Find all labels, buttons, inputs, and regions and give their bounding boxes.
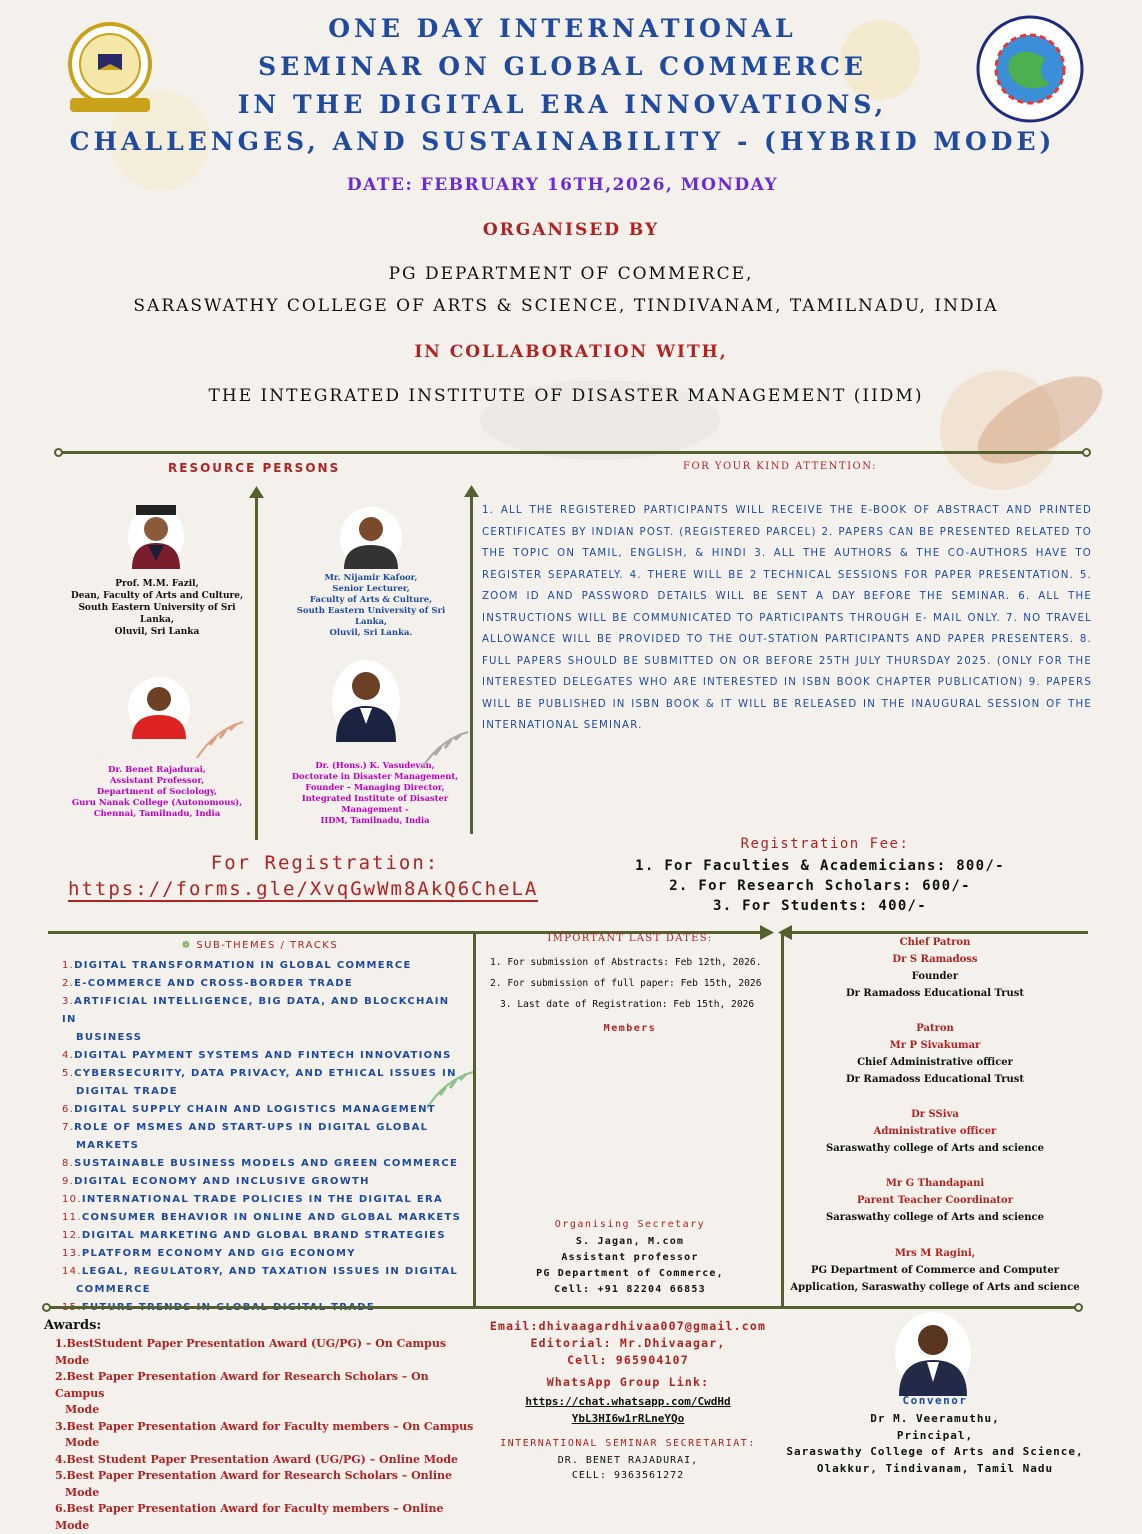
leaf-icon — [420, 730, 470, 770]
list-item: 4.DIGITAL PAYMENT SYSTEMS AND FINTECH INNOVATIONS — [62, 1050, 452, 1061]
department-name: PG DEPARTMENT OF COMMERCE, — [388, 264, 754, 284]
person-info: Dr. Benet Rajadurai, Assistant Professor, Department of Sociology, Guru Nanak College (Autonomous), Chennai, Tamilnadu, India — [71, 765, 243, 819]
registration-link[interactable]: https://forms.gle/XvqGwWm8AkQ6CheLA — [68, 878, 539, 900]
section-divider — [48, 1306, 1078, 1309]
members-label: Members — [603, 1023, 657, 1034]
list-item: 8.SUSTAINABLE BUSINESS MODELS AND GREEN COMMERCE — [62, 1158, 459, 1169]
list-item: 1.BestStudent Paper Presentation Award (UG/PG) – On Campus Mode — [55, 1337, 447, 1367]
seminar-date: DATE: FEBRUARY 16TH,2026, MONDAY — [346, 175, 779, 195]
list-item: 3.ARTIFICIAL INTELLIGENCE, BIG DATA, AND BLOCKCHAIN IN BUSINESS — [62, 996, 450, 1043]
institute-name: THE INTEGRATED INSTITUTE OF DISASTER MANAGEMENT (IIDM) — [208, 386, 924, 406]
whatsapp-link[interactable]: https://chat.whatsapp.com/CwdHd YbL3HI6w1rRLneYQo — [525, 1395, 731, 1425]
convenor-photo — [895, 1312, 971, 1396]
list-item: 1.DIGITAL TRANSFORMATION IN GLOBAL COMMERCE — [62, 960, 412, 971]
fee-heading: Registration Fee: — [740, 836, 910, 852]
attention-text: 1. ALL THE REGISTERED PARTICIPANTS WILL RECEIVE THE E-BOOK OF ABSTRACT AND PRINTED CERTIFICATES BY INDIAN POST. (REGISTERED PARCEL) 2. PAPERS CAN BE PRESENTED RELATED TO THE TOPIC ON TAMIL, ENGLISH, & HINDI 3. ALL THE AUTHORS & THE CO-AUTHORS HAVE TO REGISTER SEPARATELY. 4. THERE WILL BE 2 TECHNICAL SESSIONS FOR PAPER PRESENTATION. 5. ZOOM ID AND PASSWORD DETAILS WILL BE SENT A DAY BEFORE THE SEMINAR. 6. ALL THE INSTRUCTIONS WILL BE COMMUNICATED TO PARTICIPANTS THROUGH E- MAIL ONLY. 7. NO TRAVEL ALLOWANCE WILL BE PROVIDED TO THE OUT-STATION PARTICIPANTS AND PAPER PRESENTERS. 8. FULL PAPERS SHOULD BE SUBMITTED ON OR BEFORE 25TH JULY THURSDAY 2025. (ONLY FOR THE INTERESTED DELEGATES WHO ARE INTERESTED IN ISBN BOOK CHAPTER PUBLICATION) 9. PAPERS WILL BE PUBLISHED IN ISBN BOOK & IT WILL BE RELEASED IN THE INAUGURAL SESSION OF THE INTERNATIONAL SEMINAR. — [482, 505, 1092, 731]
awards-list — [55, 1336, 475, 1534]
patron-block: Patron Mr P Sivakumar Chief Administrative officer Dr Ramadoss Educational Trust — [846, 1023, 1024, 1085]
contact-block: Email:dhivaagardhivaa007@gmail.com Editorial: Mr.Dhivaagar, Cell: 965904107 — [478, 1318, 778, 1369]
person-info: Prof. M.M. Fazil, Dean, Faculty of Arts and Culture, South Eastern University of Sri Lanka, Oluvil, Sri Lanka — [70, 579, 244, 637]
divider-dot — [54, 448, 63, 457]
title-line-1: ONE DAY INTERNATIONAL — [328, 14, 797, 43]
themes-list — [62, 957, 462, 1317]
list-item: 10.INTERNATIONAL TRADE POLICIES IN THE DIGITAL ERA — [62, 1194, 443, 1205]
secretariat-heading: INTERNATIONAL SEMINAR SECRETARIAT: — [500, 1438, 756, 1449]
dates-list: 1. For submission of Abstracts: Feb 12th, 2026. 2. For submission of full paper: Feb 15th, 2026 3. Last date of Registration: Feb 15th, 2026 — [490, 957, 762, 1010]
collaboration-label: IN COLLABORATION WITH, — [414, 342, 728, 362]
section-divider — [60, 451, 1085, 454]
clover-icon: ❁ — [181, 940, 197, 951]
attention-divider — [470, 494, 473, 834]
person-photo — [128, 677, 190, 739]
patron-block: Mrs M Ragini, PG Department of Commerce and Computer Application, Saraswathy college of Arts and science — [790, 1248, 1080, 1293]
list-item: 5.Best Paper Presentation Award for Research Scholars – Online Mode — [55, 1469, 453, 1499]
attention-heading: FOR YOUR KIND ATTENTION: — [683, 461, 877, 472]
list-item: 6.Best Paper Presentation Award for Faculty members – Online Mode — [55, 1502, 444, 1532]
arrow-up-icon — [464, 485, 479, 497]
divider-dot — [1082, 448, 1091, 457]
list-item: 12.DIGITAL MARKETING AND GLOBAL BRAND STRATEGIES — [62, 1230, 446, 1241]
organised-by: ORGANISED BY — [482, 220, 660, 240]
title-line-3: IN THE DIGITAL ERA INNOVATIONS, — [237, 90, 888, 119]
themes-heading: ❁ SUB-THEMES / TRACKS — [181, 940, 339, 951]
convenor-heading: Convenor — [902, 1394, 968, 1407]
secretariat-info: DR. BENET RAJADURAI, CELL: 9363561272 — [557, 1455, 699, 1481]
person-photo — [128, 505, 184, 569]
resource-persons-heading: RESOURCE PERSONS — [168, 461, 341, 475]
list-item: 14.LEGAL, REGULATORY, AND TAXATION ISSUES IN DIGITAL COMMERCE — [62, 1266, 459, 1295]
secretary-heading: Organising Secretary — [554, 1219, 706, 1230]
list-item: 9.DIGITAL ECONOMY AND INCLUSIVE GROWTH — [62, 1176, 370, 1187]
resource-divider — [255, 495, 258, 840]
email-link[interactable]: Email:dhivaagardhivaa007@gmail.com — [489, 1319, 767, 1333]
list-item: 13.PLATFORM ECONOMY AND GIG ECONOMY — [62, 1248, 356, 1259]
list-item: 2.E-COMMERCE AND CROSS-BORDER TRADE — [62, 978, 354, 989]
list-item: 4.Best Student Paper Presentation Award (UG/PG) – Online Mode — [55, 1452, 459, 1466]
list-item: 2.Best Paper Presentation Award for Research Scholars – On Campus Mode — [55, 1370, 429, 1416]
fee-list: 1. For Faculties & Academicians: 800/- 2. For Research Scholars: 600/- 3. For Students: 400/- — [635, 858, 1005, 914]
list-item: 7.ROLE OF MSMES AND START-UPS IN DIGITAL GLOBAL MARKETS — [62, 1122, 429, 1151]
divider-dot — [1074, 1303, 1083, 1312]
awards-heading: Awards: — [44, 1318, 102, 1333]
list-item: 5.CYBERSECURITY, DATA PRIVACY, AND ETHICAL ISSUES IN DIGITAL TRADE — [62, 1068, 457, 1097]
patron-block: Chief Patron Dr S Ramadoss Founder Dr Ramadoss Educational Trust — [846, 937, 1024, 999]
list-item: 11.CONSUMER BEHAVIOR IN ONLINE AND GLOBAL MARKETS — [62, 1212, 462, 1223]
convenor-info: Dr M. Veeramuthu, Principal, Saraswathy College of Arts and Science, Olakkur, Tindivanam, Tamil Nadu — [786, 1412, 1084, 1475]
whatsapp-heading: WhatsApp Group Link: — [546, 1375, 710, 1389]
patron-block: Dr SSiva Administrative officer Saraswathy college of Arts and science — [826, 1109, 1044, 1154]
title-line-4: CHALLENGES, AND SUSTAINABILITY - (HYBRID MODE) — [69, 127, 1056, 156]
list-item: 6.DIGITAL SUPPLY CHAIN AND LOGISTICS MANAGEMENT — [62, 1104, 436, 1115]
arrow-up-icon — [249, 486, 264, 498]
column-divider — [473, 934, 476, 1306]
person-photo — [340, 507, 402, 569]
college-name: SARASWATHY COLLEGE OF ARTS & SCIENCE, TINDIVANAM, TAMILNADU, INDIA — [133, 296, 999, 316]
secretary-info: S. Jagan, M.com Assistant professor PG Department of Commerce, Cell: +91 82204 66853 — [536, 1236, 724, 1295]
column-divider — [781, 934, 784, 1306]
registration-heading: For Registration: — [210, 852, 440, 874]
list-item: 3.Best Paper Presentation Award for Faculty members – On Campus Mode — [55, 1419, 474, 1449]
divider-dot — [42, 1303, 51, 1312]
person-photo — [332, 660, 400, 742]
person-info: Mr. Nijamir Kafoor, Senior Lecturer, Faculty of Arts & Culture, South Eastern University of Sri Lanka, Oluvil, Sri Lanka. — [296, 573, 446, 638]
patron-block: Mr G Thandapani Parent Teacher Coordinator Saraswathy college of Arts and science — [826, 1178, 1044, 1223]
leaf-icon — [195, 720, 245, 760]
title-line-2: SEMINAR ON GLOBAL COMMERCE — [258, 52, 867, 81]
dates-heading: IMPORTANT LAST DATES: — [547, 933, 713, 944]
person-info: Dr. (Hons.) K. Vasudevan, Doctorate in Disaster Management, Founder – Managing Director, Integrated Institute of Disaster Management - IIDM, Tamilnadu, India — [291, 760, 459, 825]
